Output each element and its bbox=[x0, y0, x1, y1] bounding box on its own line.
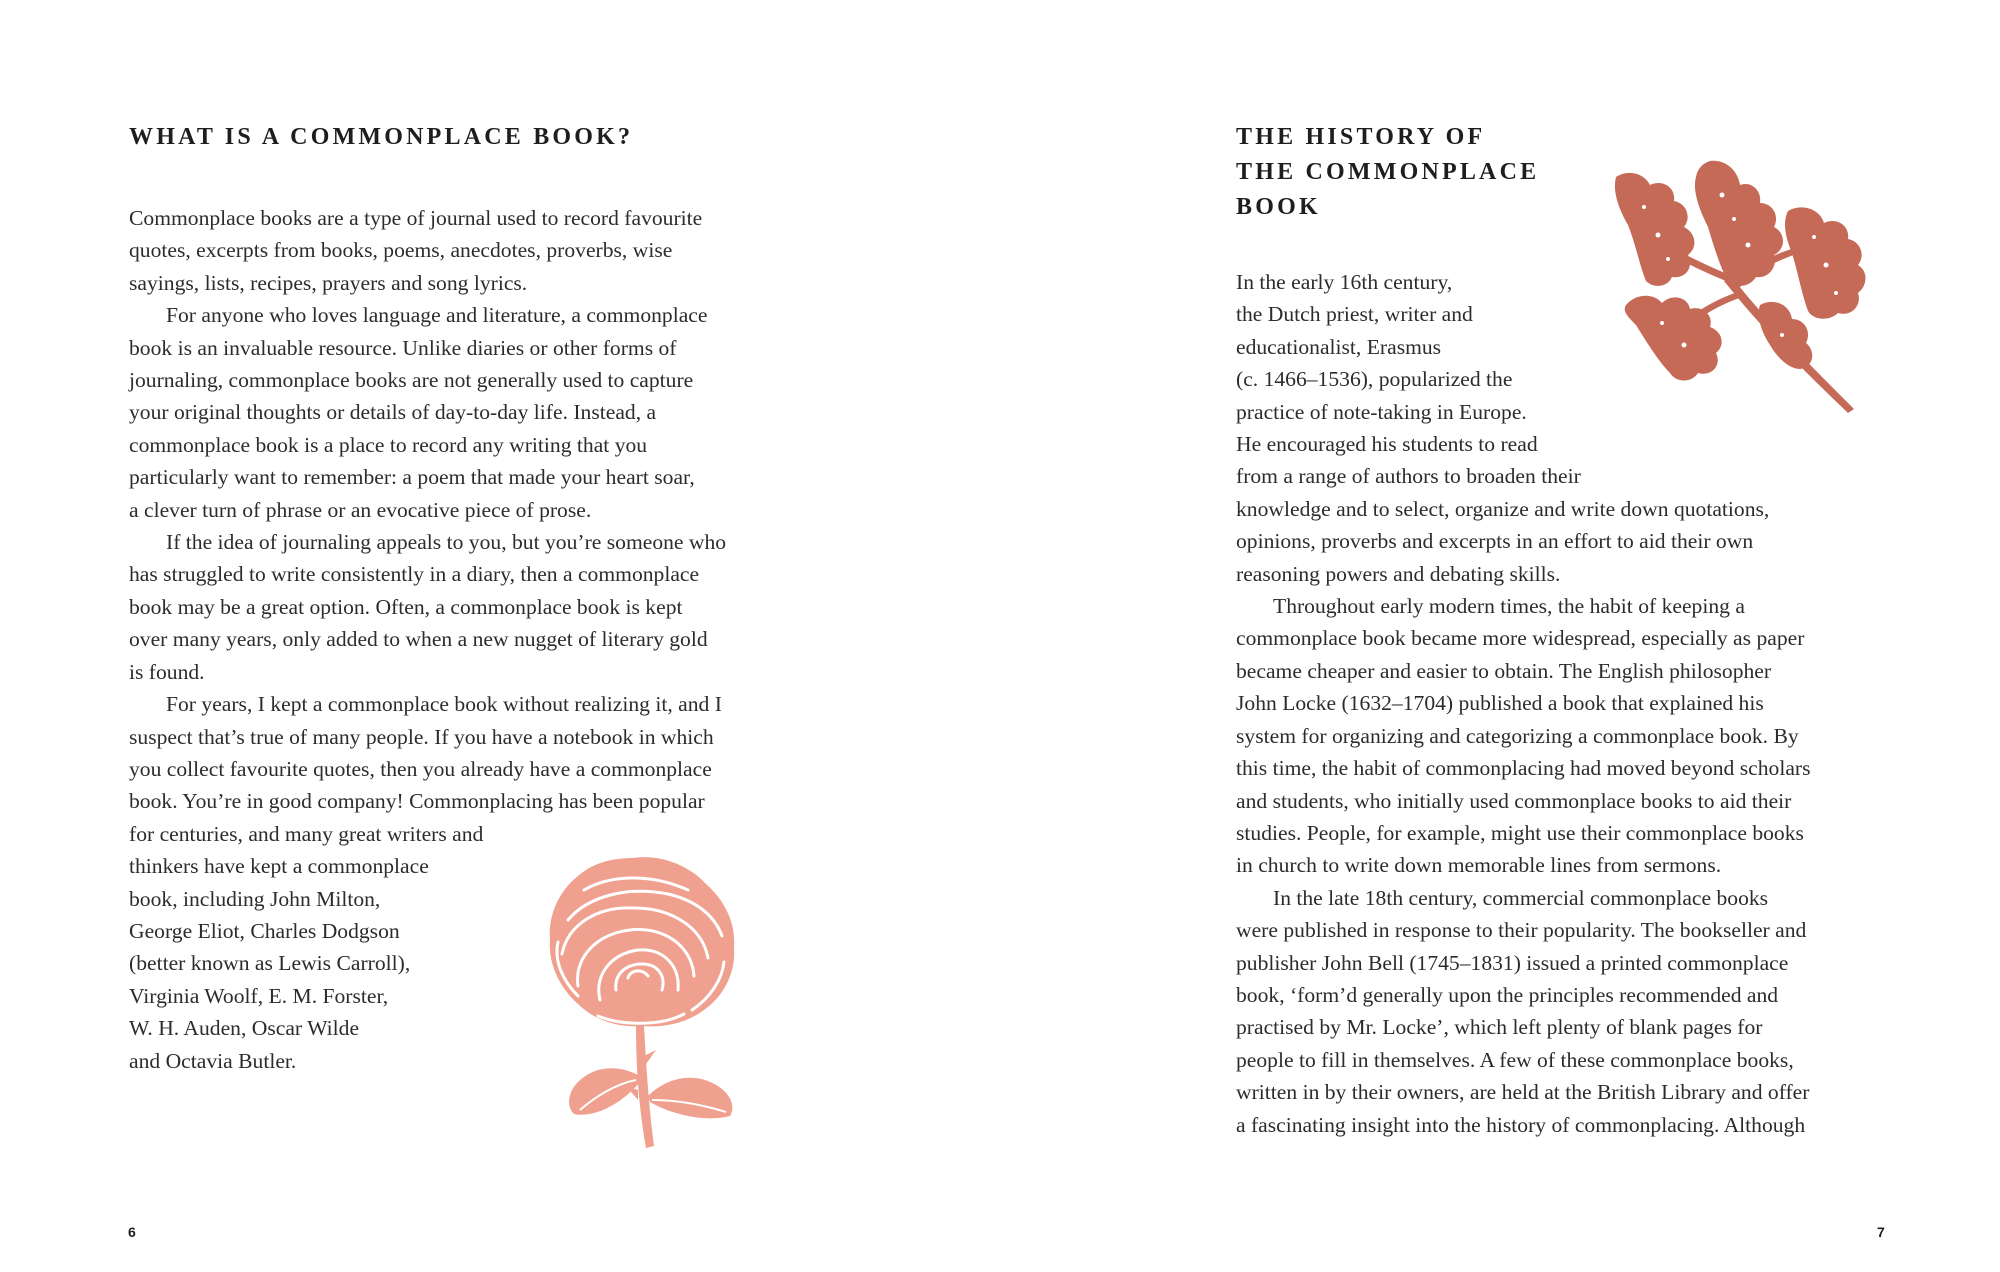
text-line: particularly want to remember: a poem that made your heart soar, bbox=[129, 465, 695, 490]
text-line: In the early 16th century, bbox=[1236, 270, 1453, 294]
page-number: 7 bbox=[1877, 1224, 1885, 1240]
text-line: W. H. Auden, Oscar Wilde bbox=[129, 1016, 360, 1041]
text-line: sayings, lists, recipes, prayers and song lyrics. bbox=[129, 270, 528, 295]
heading-line: THE HISTORY OF bbox=[1236, 124, 1486, 150]
text-line: and Octavia Butler. bbox=[129, 1048, 297, 1073]
text-line: Commonplace books are a type of journal used to record favourite bbox=[129, 206, 703, 230]
text-line: suspect that’s true of many people. If you have a notebook in which bbox=[129, 724, 714, 749]
text-line: for centuries, and many great writers and bbox=[129, 821, 484, 846]
right-page-heading bbox=[1236, 120, 1636, 225]
text-line: book may be a great option. Often, a commonplace book is kept bbox=[129, 594, 683, 619]
text-line: is found. bbox=[129, 659, 205, 684]
text-line: your original thoughts or details of day-to-day life. Instead, a bbox=[129, 400, 657, 425]
text-line: book, ‘form’d generally upon the principles recommended and bbox=[1236, 982, 1779, 1007]
text-line: practice of note-taking in Europe. bbox=[1236, 399, 1527, 424]
text-line: system for organizing and categorizing a commonplace book. By bbox=[1236, 723, 1799, 748]
text-line: George Eliot, Charles Dodgson bbox=[129, 918, 400, 943]
text-line: this time, the habit of commonplacing had moved beyond scholars bbox=[1236, 756, 1811, 781]
text-line: over many years, only added to when a new nugget of literary gold bbox=[129, 627, 708, 652]
text-line: commonplace book is a place to record any writing that you bbox=[129, 432, 648, 457]
text-line: reasoning powers and debating skills. bbox=[1236, 561, 1561, 586]
text-line: written in by their owners, are held at the British Library and offer bbox=[1236, 1080, 1810, 1105]
rose-illustration bbox=[538, 850, 743, 1150]
text-line: the Dutch priest, writer and bbox=[1236, 302, 1473, 327]
text-line: For anyone who loves language and literature, a commonplace bbox=[166, 303, 708, 328]
text-line: became cheaper and easier to obtain. The English philosopher bbox=[1236, 658, 1772, 683]
text-line: book is an invaluable resource. Unlike diaries or other forms of bbox=[129, 335, 677, 360]
text-line: opinions, proverbs and excerpts in an effort to aid their own bbox=[1236, 529, 1754, 554]
text-line: (better known as Lewis Carroll), bbox=[129, 951, 411, 976]
text-line: thinkers have kept a commonplace bbox=[129, 854, 429, 879]
text-line: quotes, excerpts from books, poems, anecdotes, proverbs, wise bbox=[129, 238, 673, 263]
heading-line: THE COMMONPLACE bbox=[1236, 159, 1540, 185]
text-line: Virginia Woolf, E. M. Forster, bbox=[129, 983, 389, 1008]
left-page-heading: WHAT IS A COMMONPLACE BOOK? bbox=[129, 124, 634, 150]
text-line: were published in response to their popularity. The bookseller and bbox=[1236, 918, 1807, 943]
heading-line: BOOK bbox=[1236, 194, 1321, 220]
text-line: John Locke (1632–1704) published a book that explained his bbox=[1236, 691, 1764, 716]
text-line: book. You’re in good company! Commonplacing has been popular bbox=[129, 789, 705, 814]
text-line: publisher John Bell (1745–1831) issued a printed commonplace bbox=[1236, 950, 1789, 975]
text-line: from a range of authors to broaden their bbox=[1236, 464, 1581, 489]
text-line: journaling, commonplace books are not generally used to capture bbox=[129, 368, 694, 393]
text-line: book, including John Milton, bbox=[129, 886, 381, 911]
right-page bbox=[1000, 0, 2000, 1272]
page-number: 6 bbox=[128, 1224, 136, 1240]
text-line: He encouraged his students to read bbox=[1236, 432, 1538, 457]
text-line: in church to write down memorable lines from sermons. bbox=[1236, 853, 1722, 878]
text-line: commonplace book became more widespread, especially as paper bbox=[1236, 626, 1805, 651]
text-line: In the late 18th century, commercial commonplace books bbox=[1273, 885, 1769, 910]
text-line: practised by Mr. Locke’, which left plenty of blank pages for bbox=[1236, 1015, 1763, 1040]
text-line: (c. 1466–1536), popularized the bbox=[1236, 367, 1513, 392]
text-line: people to fill in themselves. A few of these commonplace books, bbox=[1236, 1047, 1794, 1072]
text-line: a clever turn of phrase or an evocative piece of prose. bbox=[129, 497, 592, 522]
right-page-body bbox=[1236, 266, 1896, 1141]
text-line: Throughout early modern times, the habit of keeping a bbox=[1273, 594, 1745, 619]
text-line: you collect favourite quotes, then you already have a commonplace bbox=[129, 756, 712, 781]
text-line: If the idea of journaling appeals to you, but you’re someone who bbox=[166, 530, 727, 555]
text-line: knowledge and to select, organize and write down quotations, bbox=[1236, 496, 1770, 521]
text-line: For years, I kept a commonplace book without realizing it, and I bbox=[166, 692, 722, 717]
text-line: has struggled to write consistently in a diary, then a commonplace bbox=[129, 562, 700, 587]
text-line: educationalist, Erasmus bbox=[1236, 334, 1442, 359]
text-line: studies. People, for example, might use their commonplace books bbox=[1236, 820, 1804, 845]
text-line: and students, who initially used commonplace books to aid their bbox=[1236, 788, 1792, 813]
text-line: a fascinating insight into the history of commonplacing. Although bbox=[1236, 1112, 1806, 1137]
